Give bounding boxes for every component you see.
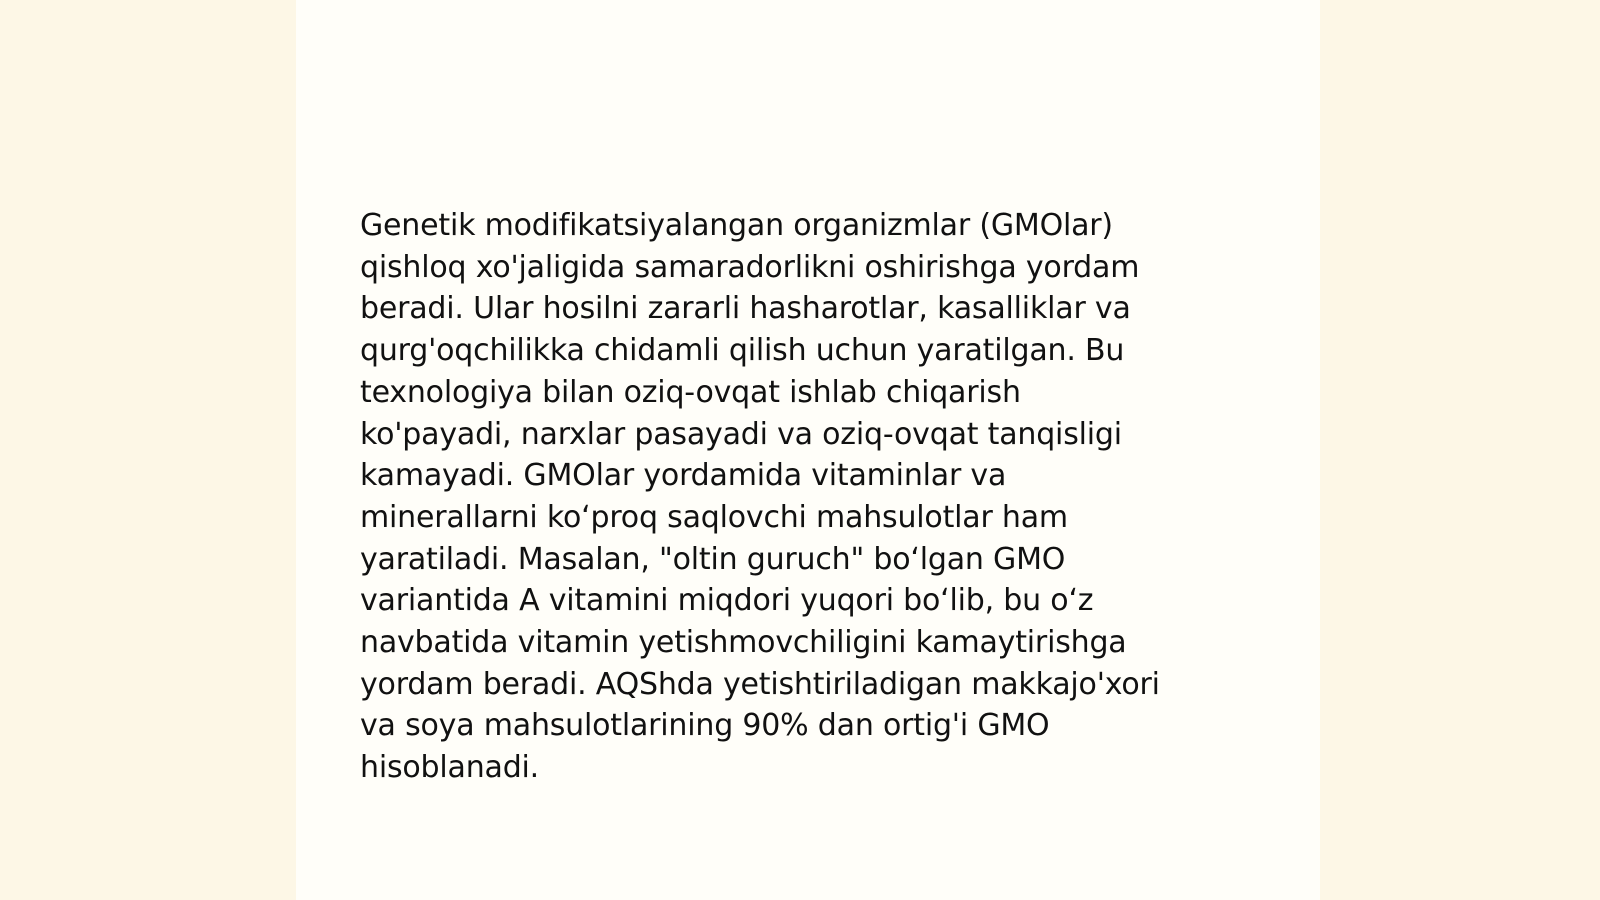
paragraph-line: texnologiya bilan oziq-ovqat ishlab chiqarish (360, 374, 1021, 410)
paragraph-line: qishloq xo'jaligida samaradorlikni oshirishga yordam (360, 249, 1140, 285)
paragraph-line: variantida A vitamini miqdori yuqori bo‘lib, bu o‘z (360, 583, 1094, 619)
paragraph-line: va soya mahsulotlarining 90% dan ortig'i GMO (360, 708, 1050, 744)
paragraph-line: Genetik modifikatsiyalangan organizmlar (GMOlar) (360, 208, 1113, 243)
paragraph-line: beradi. Ular hosilni zararli hasharotlar, kasalliklar va (360, 291, 1131, 327)
paragraph-line: qurg'oqchilikka chidamli qilish uchun yaratilgan. Bu (360, 333, 1125, 369)
paragraph-line: kamayadi. GMOlar yordamida vitaminlar va (360, 458, 1007, 494)
paragraph-line: hisoblanadi. (360, 750, 540, 786)
paragraph-line: yaratiladi. Masalan, "oltin guruch" bo‘lgan GMO (360, 541, 1066, 577)
body-paragraph (360, 205, 1260, 789)
paragraph-line: navbatida vitamin yetishmovchiligini kamaytirishga (360, 625, 1127, 661)
paragraph-line: yordam beradi. AQShda yetishtiriladigan makkajo'xori (360, 666, 1160, 702)
paragraph-line: minerallarni ko‘proq saqlovchi mahsulotlar ham (360, 499, 1068, 535)
paragraph-line: ko'payadi, narxlar pasayadi va oziq-ovqat tanqisligi (360, 416, 1122, 452)
document-page (296, 0, 1320, 900)
